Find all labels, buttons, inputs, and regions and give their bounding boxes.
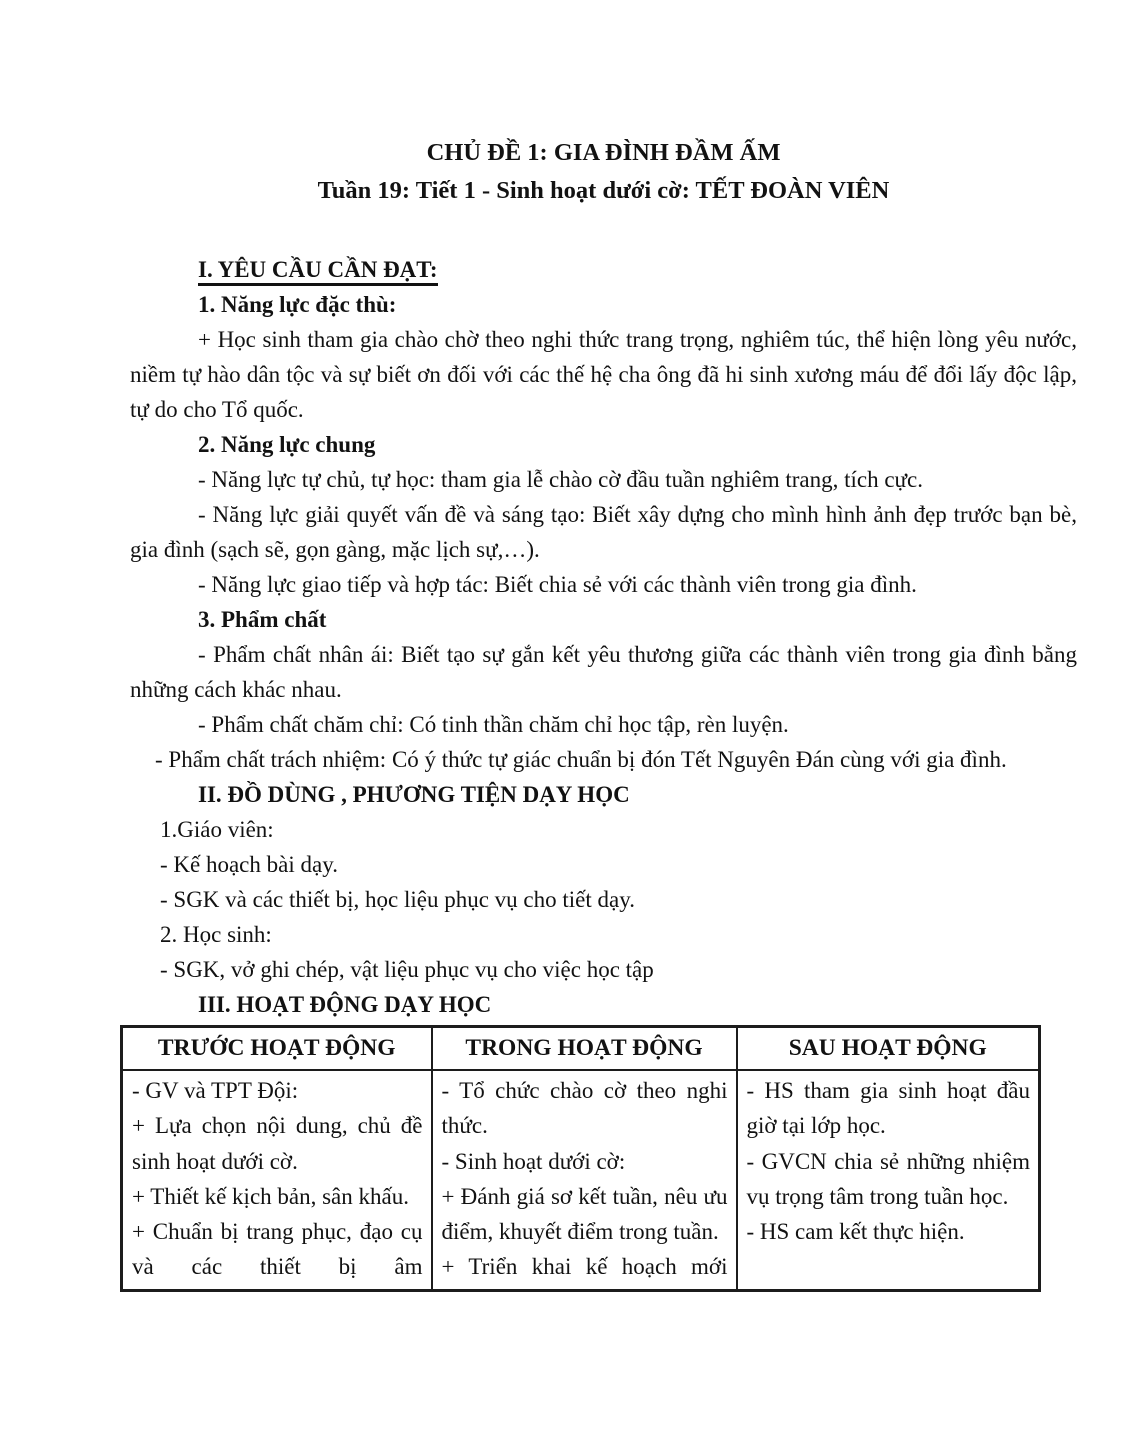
activities-table-header-row (122, 1027, 1040, 1071)
section-2-heading: II. ĐỒ DÙNG , PHƯƠNG TIỆN DẠY HỌC (198, 782, 630, 807)
section-1-heading (130, 252, 1077, 287)
doc-title-line-2: Tuần 19: Tiết 1 - Sinh hoạt dưới cờ: TẾT ĐOÀN VIÊN (317, 177, 890, 204)
section-2-item: - SGK, vở ghi chép, vật liệu phục vụ cho việc học tập (160, 957, 654, 982)
table-header-after-activity: SAU HOẠT ĐỘNG (737, 1027, 1040, 1071)
doc-title-line-1: CHỦ ĐỀ 1: GIA ĐÌNH ĐẦM ẤM (426, 139, 781, 166)
during-activity-line: - Sinh hoạt dưới cờ: (441, 1148, 626, 1174)
after-activity-line: - GVCN chia sẻ những nhiệm vụ trọng tâm trong tuần học. (746, 1148, 1030, 1209)
section-1-sub-3-item: - Phẩm chất chăm chỉ: Có tinh thần chăm chỉ học tập, rèn luyện. (198, 712, 789, 737)
before-activity-line: + Chuẩn bị trang phục, đạo cụ và các thiết bị âm (132, 1219, 423, 1280)
section-1-sub-3-item: - Phẩm chất trách nhiệm: Có ý thức tự giác chuẩn bị đón Tết Nguyên Đán cùng với gia đình. (155, 747, 1007, 772)
during-activity-line: - Tổ chức chào cờ theo nghi thức. (441, 1078, 728, 1139)
section-1-sub-2-heading: 2. Năng lực chung (198, 432, 376, 457)
after-activity-line: - HS tham gia sinh hoạt đầu giờ tại lớp học. (746, 1078, 1030, 1139)
after-activity-line: - HS cam kết thực hiện. (746, 1219, 965, 1245)
table-cell-after-activity (737, 1070, 1040, 1290)
document-title-block (130, 134, 1077, 210)
during-activity-line: + Đánh giá sơ kết tuần, nêu ưu điểm, khuyết điểm trong tuần. (441, 1183, 728, 1245)
during-activity-line: + Triển khai kế hoạch mới (441, 1254, 728, 1280)
section-2-item: - SGK và các thiết bị, học liệu phục vụ cho tiết dạy. (160, 887, 635, 912)
activities-table-body-row (122, 1070, 1040, 1290)
before-activity-line: - GV và TPT Đội: (132, 1078, 299, 1103)
section-1-sub-1-paragraph: + Học sinh tham gia chào chờ theo nghi thức trang trọng, nghiêm túc, thể hiện lòng yêu nước, niềm tự hào dân tộc và sự biết ơn đối với các thế hệ cha ông đã hi sinh xương máu để đổi lấy độc lập, tự do cho Tổ quốc. (130, 327, 1077, 422)
section-2-item: 2. Học sinh: (160, 922, 272, 947)
section-2-item: 1.Giáo viên: (160, 817, 274, 842)
section-1-sub-3-item: - Phẩm chất nhân ái: Biết tạo sự gắn kết yêu thương giữa các thành viên trong gia đình bằng những cách khác nhau. (130, 642, 1077, 702)
before-activity-line: + Lựa chọn nội dung, chủ đề sinh hoạt dưới cờ. (132, 1113, 423, 1174)
before-activity-line: + Thiết kế kịch bản, sân khấu. (132, 1183, 409, 1209)
table-header-during-activity: TRONG HOẠT ĐỘNG (432, 1027, 737, 1071)
activities-table (120, 1025, 1041, 1292)
section-2-item: - Kế hoạch bài dạy. (160, 852, 338, 877)
section-1-sub-2-item: - Năng lực giao tiếp và hợp tác: Biết chia sẻ với các thành viên trong gia đình. (198, 572, 917, 597)
section-1-sub-3-heading: 3. Phẩm chất (198, 607, 327, 632)
section-1-sub-1-heading: 1. Năng lực đặc thù: (198, 292, 397, 317)
section-1-sub-2-item: - Năng lực tự chủ, tự học: tham gia lễ chào cờ đầu tuần nghiêm trang, tích cực. (198, 467, 923, 492)
section-1-sub-2-item: - Năng lực giải quyết vấn đề và sáng tạo: Biết xây dựng cho mình hình ảnh đẹp trước bạn bè, gia đình (sạch sẽ, gọn gàng, mặc lịch sự,…). (130, 502, 1077, 562)
table-cell-before-activity (122, 1070, 432, 1290)
section-1-heading-text: I. YÊU CẦU CẦN ĐẠT: (198, 257, 438, 286)
table-header-before-activity: TRƯỚC HOẠT ĐỘNG (122, 1027, 432, 1071)
table-cell-during-activity (432, 1070, 737, 1290)
section-3-heading: III. HOẠT ĐỘNG DẠY HỌC (198, 992, 492, 1017)
